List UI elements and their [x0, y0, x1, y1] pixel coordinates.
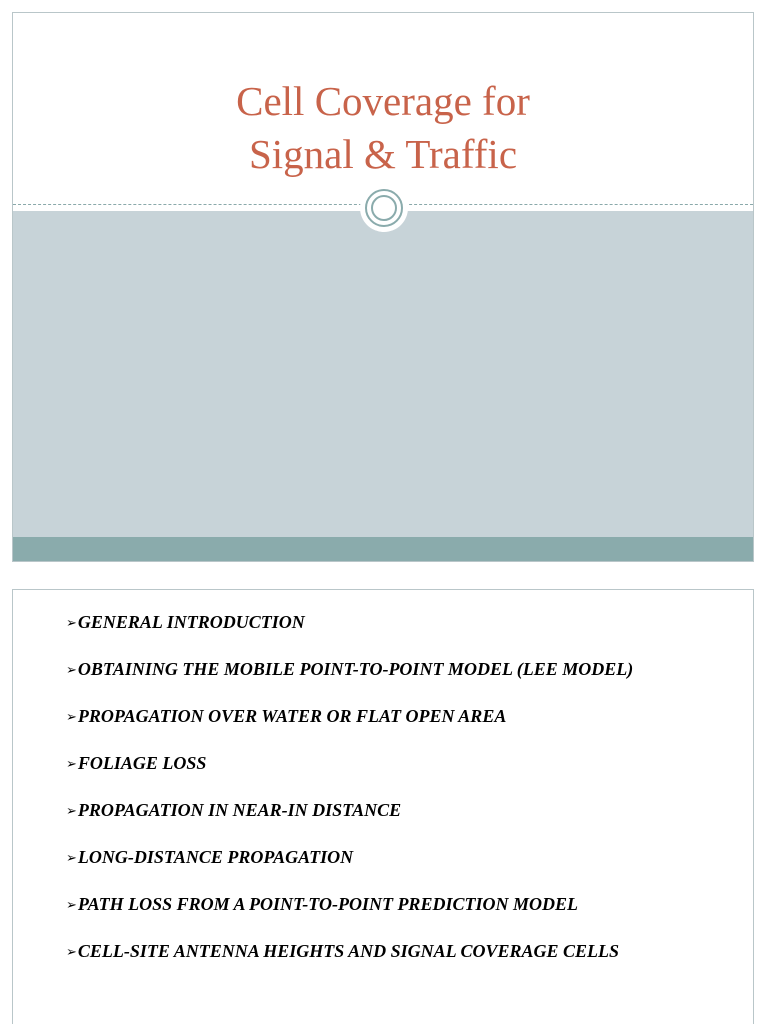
list-item-text: PATH LOSS FROM A POINT-TO-POINT PREDICTION MODEL — [77, 894, 578, 914]
list-item-text: CELL-SITE ANTENNA HEIGHTS AND SIGNAL COVERAGE CELLS — [77, 941, 620, 961]
list-item-text: PROPAGATION IN NEAR-IN DISTANCE — [77, 800, 402, 820]
ring-inner — [371, 195, 397, 221]
list-item-text: OBTAINING THE MOBILE POINT-TO-POINT MODEL (LEE MODEL) — [77, 659, 634, 679]
list-item — [66, 611, 686, 635]
arrowhead-bullet-icon: ➢ — [66, 945, 77, 960]
title-slide — [12, 12, 754, 562]
list-item — [66, 893, 686, 917]
arrowhead-bullet-icon: ➢ — [66, 663, 77, 678]
list-item-text: LONG-DISTANCE PROPAGATION — [77, 847, 354, 867]
list-item — [66, 658, 686, 682]
list-item — [66, 846, 686, 870]
title-footer-bar — [13, 537, 753, 562]
arrowhead-bullet-icon: ➢ — [66, 616, 77, 631]
arrowhead-bullet-icon: ➢ — [66, 851, 77, 866]
list-item-text: PROPAGATION OVER WATER OR FLAT OPEN AREA — [77, 706, 507, 726]
title-band — [13, 211, 753, 537]
slide-title-line-1: Cell Coverage for — [236, 78, 530, 124]
outline-list — [66, 611, 686, 987]
list-item — [66, 799, 686, 823]
double-ring-icon — [360, 184, 408, 232]
slide-title — [13, 75, 753, 181]
list-item-text: GENERAL INTRODUCTION — [77, 612, 305, 632]
ring-outer — [365, 189, 403, 227]
list-item — [66, 752, 686, 776]
list-item — [66, 705, 686, 729]
arrowhead-bullet-icon: ➢ — [66, 898, 77, 913]
slide-title-line-2: Signal & Traffic — [248, 131, 518, 177]
arrowhead-bullet-icon: ➢ — [66, 757, 77, 772]
outline-slide — [12, 589, 754, 1024]
arrowhead-bullet-icon: ➢ — [66, 710, 77, 725]
list-item-text: FOLIAGE LOSS — [77, 753, 207, 773]
list-item — [66, 940, 686, 964]
arrowhead-bullet-icon: ➢ — [66, 804, 77, 819]
